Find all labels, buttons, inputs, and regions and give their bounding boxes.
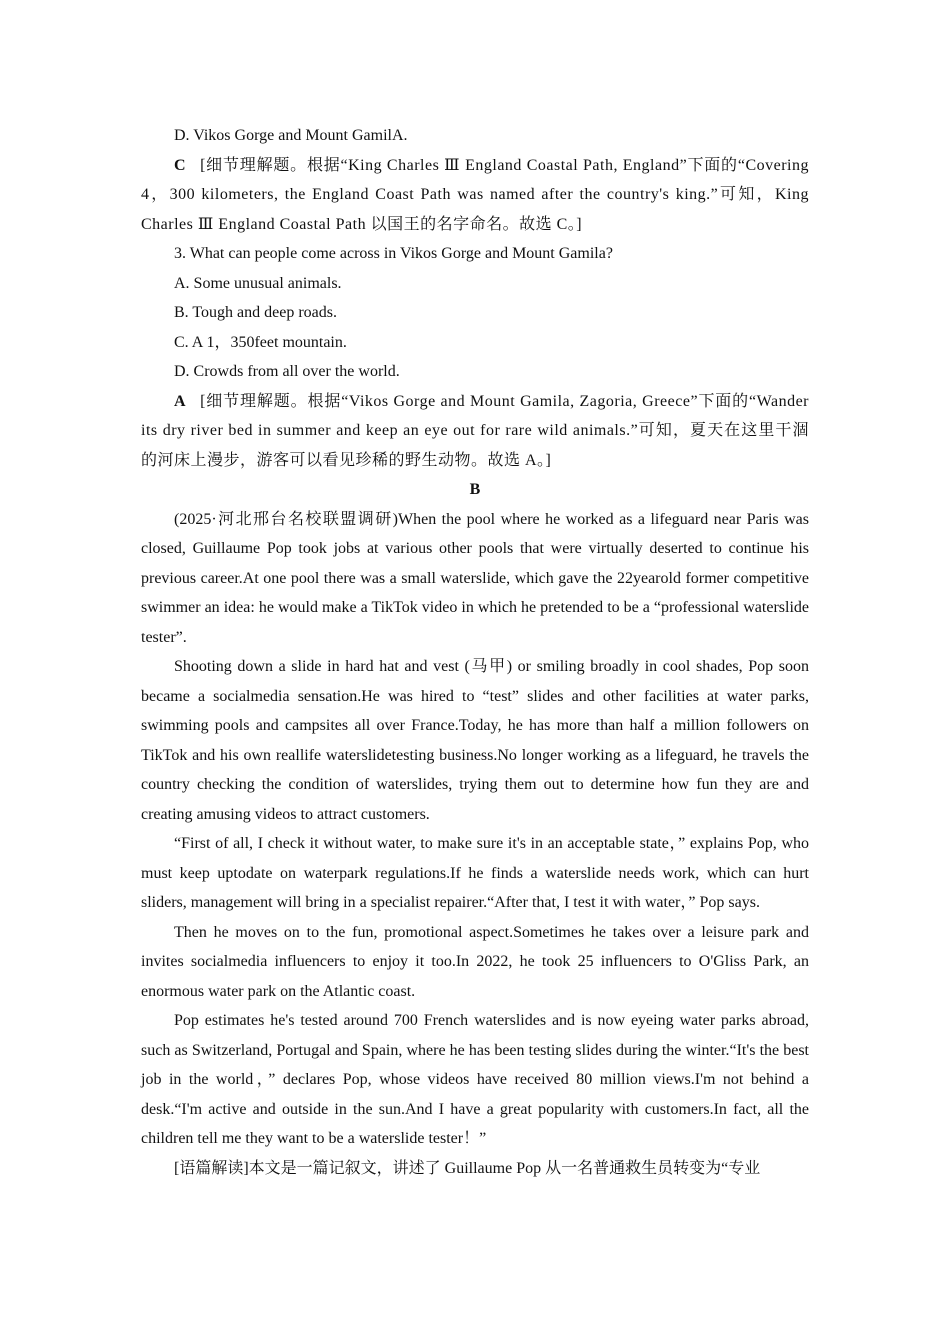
q3-option-a: A. Some unusual animals. bbox=[174, 274, 342, 292]
passage-paragraph-2: Shooting down a slide in hard hat and vest (马甲) or smiling broadly in cool shades, Pop soon became a socialmedia sensation.He was hired to “test” slides and other facilities at water parks, swimming pools and campsites all over France.Today, he has more than half a million followers on TikTok and his own reallife waterslidetesting business.No longer working as a lifeguard, he travels the country checking the condition of waterslides, trying them out to determine how fun they are and creating amusing videos to attract customers. bbox=[141, 658, 809, 823]
q3-explanation-text: [细节理解题。根据“Vikos Gorge and Mount Gamila, Zagoria, Greece”下面的“Wander its dry river bed in summer and keep an eye out for rare wild animals.”可知，夏天在这里干涸的河床上漫步，游客可以看见珍稀的野生动物。故选 A。] bbox=[141, 392, 809, 469]
q2-option-d: D. Vikos Gorge and Mount GamilA. bbox=[174, 127, 408, 144]
q2-answer-letter: C bbox=[174, 156, 187, 174]
q2-explanation-text: [细节理解题。根据“King Charles Ⅲ England Coastal Path, England”下面的“Covering 4，300 kilometers, the England Coast Path was named after the country's king.”可知，King Charles Ⅲ England Coastal Path 以国王的名字命名。故选 C。] bbox=[141, 156, 809, 233]
passage-analysis: [语篇解读]本文是一篇记叙文，讲述了 Guillaume Pop 从一名普通救生员转变为“专业 bbox=[174, 1159, 761, 1177]
document-page bbox=[141, 121, 809, 1183]
passage-paragraph-3: “First of all, I check it without water, to make sure it's in an acceptable state，” explains Pop, who must keep uptodate on waterpark regulations.If he finds a waterslide needs work, which can hurt sliders, management will bring in a specialist repairer.“After that, I test it with water，” Pop says. bbox=[141, 835, 810, 911]
q3-answer-explanation bbox=[141, 387, 809, 476]
passage-paragraph-4: Then he moves on to the fun, promotional aspect.Sometimes he takes over a leisure park and invites socialmedia influencers to enjoy it too.In 2022, he took 25 influencers to O'Gliss Park, an enormous water park on the Atlantic coast. bbox=[141, 923, 809, 1000]
passage-paragraph-5: Pop estimates he's tested around 700 French waterslides and is now eyeing water parks abroad, such as Switzerland, Portugal and Spain, where he has been testing slides during the winter.“It's the best job in the world，” declares Pop, whose videos have received 80 million views.I'm not behind a desk.“I'm active and outside in the sun.And I have a great popularity with customers.In fact, all the children tell me they want to be a waterslide tester！” bbox=[141, 1012, 809, 1147]
passage-paragraph-1: (2025·河北邢台名校联盟调研)When the pool where he worked as a lifeguard near Paris was closed, Guillaume Pop took jobs at various other pools that were virtually deserted to continue his previous career.At one pool there was a small waterslide, which gave the 22yearold former competitive swimmer an idea: he would make a TikTok video in which he pretended to be a “professional waterslide tester”. bbox=[141, 510, 809, 646]
q3-option-c: C. A 1，350feet mountain. bbox=[174, 333, 347, 351]
q3-question: 3. What can people come across in Vikos Gorge and Mount Gamila? bbox=[174, 245, 613, 262]
q3-option-d: D. Crowds from all over the world. bbox=[174, 363, 400, 380]
q2-answer-explanation bbox=[141, 151, 809, 240]
q3-answer-letter: A bbox=[174, 392, 187, 410]
q3-option-b: B. Tough and deep roads. bbox=[174, 304, 337, 321]
section-heading: B bbox=[469, 481, 481, 498]
